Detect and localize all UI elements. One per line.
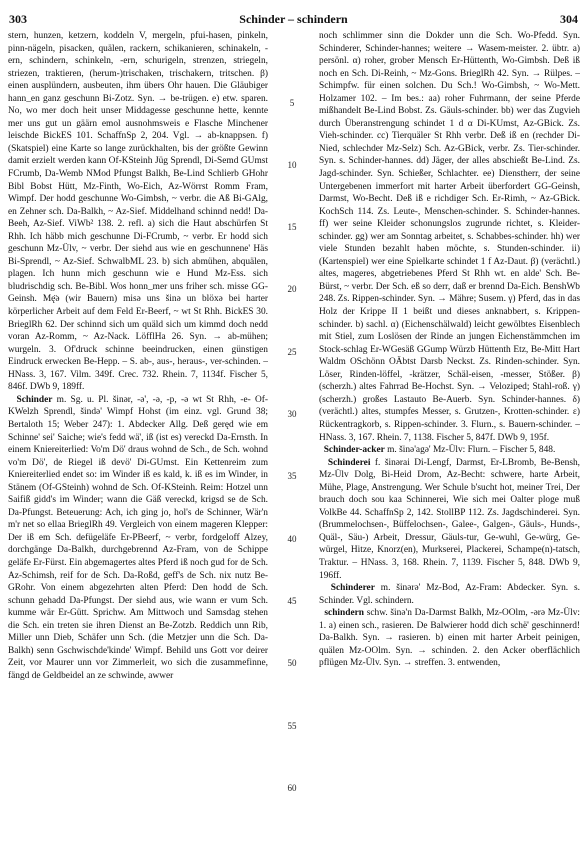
line-number: 15 [287,222,297,232]
line-number: 30 [287,409,297,419]
line-number: 60 [287,783,297,793]
line-number: 45 [287,596,297,606]
headword-schinder-acker: Schinder-acker [323,445,385,456]
headword-schinderer: Schinderer [330,583,375,594]
entry-schinder-acker-text: m. šinə'agə' Mz-Ülv: Flurn. – Fischer 5, 848. [384,445,556,456]
entry-schinder [8,394,268,683]
entry-schinder-acker [319,444,580,457]
entry-schinderei-text: f. šinərai Di-Lengf, Darmst, Er-LBromb, Be-Bensh, Mz-Ülv Dolg, Bi-Heid Drom, Az-Becht: schwere, harte Arbeit, Mühe, Plage, Anstrengung. Wer Schule b'sucht hot, meiner Trei, Der brauch doch sou kaa Schinnerei, Wie sich mei Oalter ploge muß VolkBe 44. SchaffnSp 2, 142. StollBP 112. Zs. Jagdschinderei. Syn. (Brummelochsen-, Büffelochsen-, Galee-, Galgen-, Gäuls-, Hunds-, Quäl-, Säu-) Arbeit, Dressur, Gäuls-tur, Ge-wuhl, Ge-würg, Ge-würgel, Hitze, Knorz(en), Murkserei, Plackerei, Schampe(n)-tatsch, Traktur. – HNass. 3, 168. Rhein. 7, 1139. Fischer 5, 848. DWb 9, 196ff. [319,457,580,581]
line-number: 20 [287,284,297,294]
line-number: 55 [287,721,297,731]
headword-schinderei: Schinderei [327,457,371,468]
line-number: 5 [289,98,295,108]
entry-schinderer-text: m. šinərə' Mz-Bod, Az-Fram: Abdecker. Syn. s. Schinder. Vgl. schindern. [319,583,580,606]
entry-schinden-continued: stern, hunzen, ketzern, koddeln V, mergeln, pfui-hasen, pinkeln, pinn-nägeln, pisacken, quälen, rackern, schikanieren, schinakeln, -ern, schindern, schinkeln, -ern, schurigeln, strenzen, striegeln, striezen, traktieren, (herum-)trischaken, trischakern, tritschen. β) einen ausplündern, ausbeuten, ihm übers Ohr hauen. Die Gläubiger hann_en ganz geschunn Bi-Zotz. Syn. → be-trügen. e) etw. sparen. No, wo mer doch heit unser Middagesse geschunne hette, kennte mer uns gut un gäärn emol ausnohmsweis e Flasche Minchener leischde BickES 101. SchaffnSp 2, 204. Vgl. → ab-knappsen. f) (Skatspiel) eine Karte so lange zurückhalten, bis der größte Gewinn damit erzielt werden kann Of-KSteinh Jüg Sprendl, Di-Semd GUmst FCrumb, Da-Wemb NMod Pfungst Balkh, Be-Lind Schlierb GHohr Bibl Bobst Hütt, Mz-Finth, Wo-Eich, Az-Wörrst Romm Fram, Wimpf. Der hodd geschunne Wo-Gimbsh, ~ verbr. die Aß Bi-GAlg, en Zehner sch. Da-Balkh, ~ Az-Sief. Middelhand schinnd nedd! Da-Beeh, Az-Sief. ViWb² 138. 2. refl. a) sich die Haut abschürfen St Rhh. Ich häbb mich geschunne Di-FCrumb, ~ verbr. Er hodd sich geschunn Mz-Ülv, ~ verbr. Der siehd aus wie en geschunnene' Häs Bi-Sprendl, ~ Az-Sief. SchwalbML 23. b) sich abmühen, abquälen, plagen. Ich hunn mich geschunn wie e Hund Mz-Ess. sich bludrischdig sch. Be-Bibl. Wos honn_mer uns friher sch. misse GG-Geinsh. Mę̈ə (wir Bauern) misə uns šinə un blöxə bei harter körperlicher Arbeit auf dem Feld Er-Beerf, ~ wt St Rhh. BickES 30. BrieglRh 62. Der schinnd sich um quäld sich um kimmd doch nedd voran Az-Romm, ~ Az-Nack. LöfflHa 26. Syn. → ab-mühen; wurgeln. 3. Of'druck schinne beeindrucken, einen günstigen Eindruck erwecken Be-Hepp. – S. ab-, aus-, heraus-, ver-schinden. – HNass. 3, 167. Vilm. 349f. Crec. 732. Rhein. 7, 1134f. Fischer 5, 846f. DWb 9, 189ff. [8,31,268,393]
entry-schinderer [319,582,580,607]
line-number: 35 [287,471,297,481]
entry-schindern-text: schw. šinə'n Da-Darmst Balkh, Mz-OOlm, -ərə Mz-Ülv: 1. a) einen sch., rasieren. De Balwierer hodd dich schë' geschinnerd! Da-Balkh. Syn. → rasieren. b) einen mit harter Arbeit peinigen, quälen Mz-OOlm. Syn. → schinden. 2. den Acker oberflächlich pflügen Mz-Ülv. Syn. → streffen. 3. entwenden, [319,608,580,669]
header-title: Schinder – schindern [239,12,348,26]
page-number-right: 304 [560,12,578,26]
line-number: 50 [287,658,297,668]
left-column [8,30,268,848]
right-column [319,30,580,848]
entry-schinder-text: m. Sg. u. Pl. šinər, -ə', -ə, -p, -ə wt St Rhh, -e- Of-KWelzh Sprendl, šində' Wimpf Hohst (im einz. vgl. Grund 38; Bertaloth 15; Weber 247): 1. Abdecker Allg. Deß geręd wie em Schinne' sei' Saiche; wie's fedd wä', iß (ist es) vereckd Da-Ernsth. In einem Kniereiterlied: Vo'm Dö' draus wohnd de Sch., de Sch. wohnd vo'm Dö', de Riegel iß devö' Di-GUmst. Ein Kettenreim zum Kniereiterlied endet so: im Winder iß es kald, k. iß es im Winder, in Stänem (Of-GSteinh) wohnd de Sch. Of-KSteinh. Reim: Hotzel unn Saifiß gidd's im Winder; wann die Gäß vereckd, krigsd se de Sch. Da-Pfungst. Beteuerung: Ach, ich ging jo, hol's de Schinner, Wär'n m'r net so ellaa BrieglRh 49. Vergleich von einem mageren Klepper: Der iß em Sch. defügeläfe Er-PBeerf, ~ verbr, fordgeloff Alzey, dorchgänge Da-Balkh, durchgebrennd Az-Fram, von de Schippe geläfe Er-Fürst. Ein abgemagertes altes Pferd iß noch gud for de Sch. Az-Schimsh, reif for de Sch. Da-Roßd, geff's de Sch. nix nutz Be-GRohr. Von einem abgezehrten alten Pferd: Den hodd de Sch. schunn gehadd Da-Pfungst. Der siehd aus, wie wann er vum Sch. kumme wär Er-Gütt. Sprichw. Am Mittwoch und Samsdag stehen die Sch. ein treten sie ihren Dienst an Be-Zotzb. Reddich unn Rib, Miller unn Dieb, Schäfer unn Sch. (die Metzjer unn die Sch. Da-Balkh) senn Gschwischde'kinde' Wimpf. Behild uns Gott vor deirer Zeit, vor Maurer unn vor Zimmerleit, wo sich die zusammefinne, fängd de Geldbeidel an ze schwinde, awwer [8,394,268,681]
entry-schinder-continued: noch schlimmer sinn die Dokder unn die Sch. Wo-Pfedd. Syn. Schinderer, Schinder-hannes; weitere → Wasem-meister. 2. übtr. a) persönl. α) roher, grober Mensch Er-Hüttenth, Wo-Gimbsh. Deß iß noch en Sch. Di-Reinh, ~ Mz-Gons. BrieglRh 42. Syn. → Rülpes. – Schimpfw. für einen solchen. Du Sch.! Wo-Gimbsh, ~ Wo-Mett. Holzamer 102. – Im bes.: aa) roher Fuhrmann, der seine Pferde mißhandelt Be-Lind Bobst. Zs. Gäuls-schinder. bb) wer das Zugvieh durch Überanstrengung schindet 1 d α Di-KUmst, Az-GBick. Zs. Vieh-schinder. cc) Tierquäler St Rhh verbr. Deß iß en (rechder Di-Nied, schlechder Mz-Selz) Sch. Az-GBick, verbr. Zs. Tier-schinder. Syn. s. Schinder-hannes. dd) Jäger, der alles abschießt Be-Lind. Zs. Jagd-schinder. Syn. Schießer, Schlachter. ee) Dienstherr, der seine Untergebenen immerfort mit harter Arbeit überfordert GG-Geinsh, Darmst, Wo-Becht. Deß iß e richdiger Sch. Er-Rimh, ~ Az-GBick. KochSch 114. Zs. Leute-, Menschen-schinder. S. Schinder-hannes. ff) wer seine Kleider schonungslos zugrunde richtet, s. Kleider-schinder. gg) wer am Sonntag arbeitet, s. Schabbes-schinder. hh) wer viele Stunden bezahlt haben möchte, s. Stunden-schinder. ii) (Kartenspiel) wer eine Spielkarte schindet 1 f Az-Daut. β) (verächtl.) altes, mageres, abgetriebenes Pferd St Rhh wt. en alde' Sch. Be-Bürst, ~ verbr. Der Sch. eß so derr, daß er brennd Da-Eich. BenshWb 248. Zs. Rippen-schinder. Syn. → Mähre; Susem. γ) Pferd, das in das Holz der Krippe II 1 beißt und dieses anknabbert, s. Krippen-schinder. b) sachl. α) (Eichenschälwald) leicht gewölbtes Eisenblech mit Stiel, zum Loslösen der Rinde an jungen Eichenstämmchen im Stock-schlag Er-WGesäß GGump Würzb Hüttenth Etz, Be-Mitt Hart Waldm OSchönn OÄbtst Darsb Neckst. Zs. Rinden-schinder. Syn. Löser, Rinden-löffel, -krätzer, Schäl-eisen, -messer, Stößer. β) (scherzh.) altes Fahrrad Be-Hochst. Syn. → Veloziped; Stahl-roß. γ) (scherzh.) großes Lastauto Be-Auerb. Syn. Schinder-hannes. δ) (verächtl.) altes, stumpfes Messer, s. Grutzen-, Krotten-schinder. ε) Rückentragkorb, s. Rippen-schinder. 3. Flurn., s. Bauern-schinder. – HNass. 3, 167. Rhein. 7, 1138. Fischer 5, 847f. DWb 9, 195f. [319,31,580,443]
line-number: 40 [287,534,297,544]
headword-schindern: schindern [324,608,364,619]
line-number: 25 [287,347,297,357]
page-header [0,10,587,28]
entry-schindern [319,607,580,670]
headword-schinder: Schinder [16,394,53,405]
entry-schinderei [319,457,580,582]
page-number-left: 303 [9,12,27,26]
line-number: 10 [287,160,297,170]
